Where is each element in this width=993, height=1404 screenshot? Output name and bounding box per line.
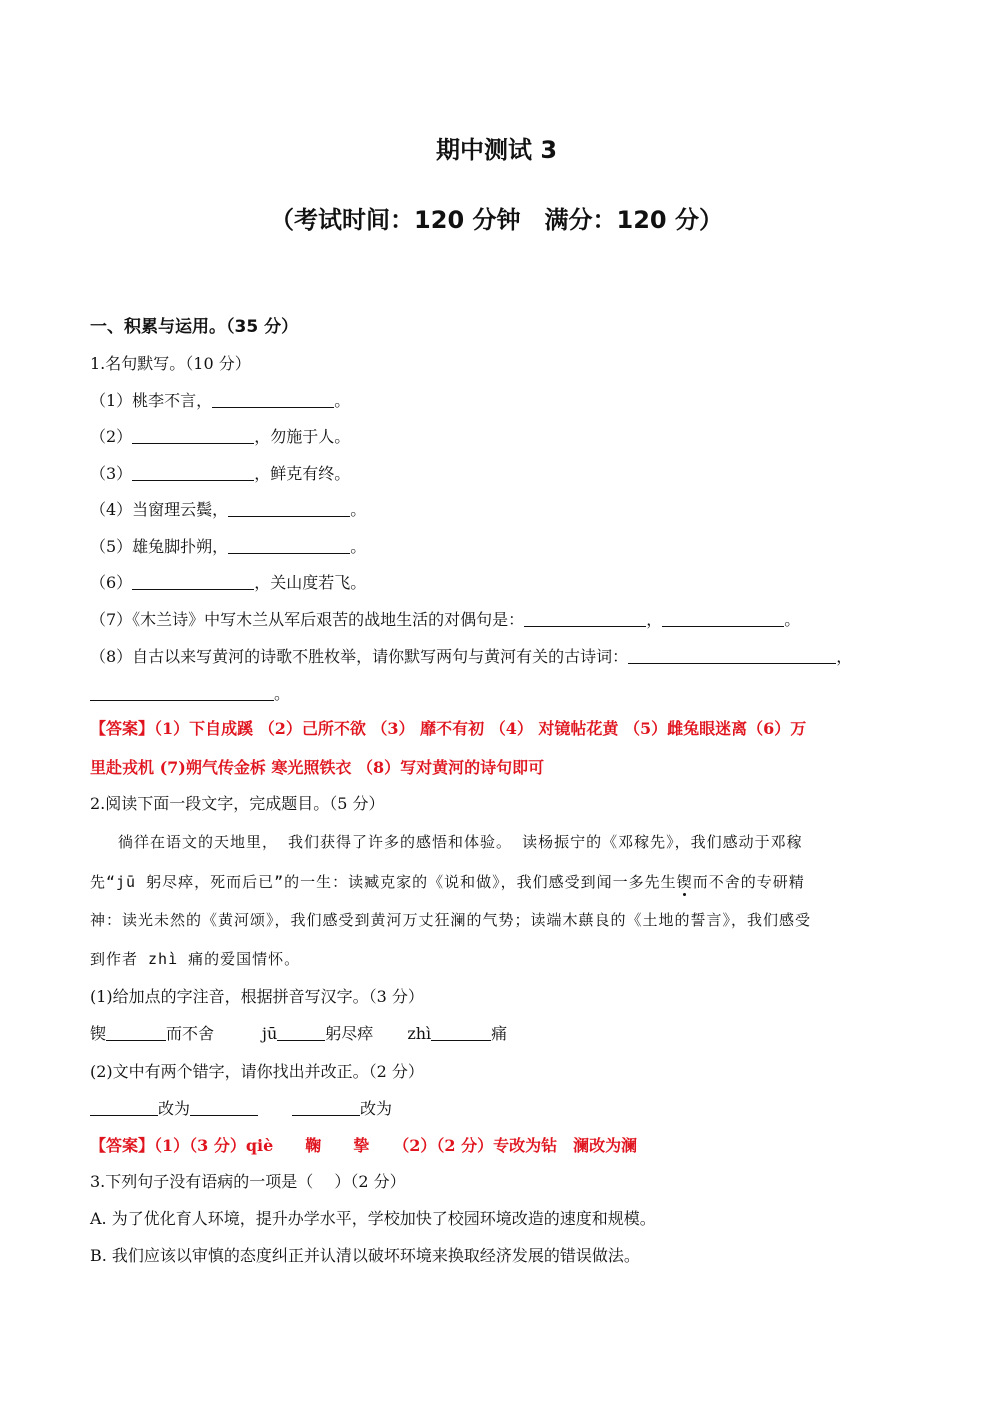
dotted-character: 锲: [676, 873, 693, 891]
q2-sub-1-items: [90, 1023, 507, 1045]
q1-item-6-pre: （6）: [90, 573, 133, 592]
passage-line-2-text: 先“jū 躬尽瘁，死而后已”的一生：读臧克家的《说和做》，我们感受到闻一多先生: [90, 873, 677, 891]
answer-blank[interactable]: [132, 427, 254, 444]
answer-blank[interactable]: [228, 537, 350, 554]
answer-blank[interactable]: [431, 1024, 491, 1041]
passage-line-4: 到作者 zhì 痛的爱国情怀。: [90, 950, 301, 968]
section-heading: 一、积累与运用。（35 分）: [90, 317, 299, 337]
page-title: 期中测试 3: [435, 136, 558, 164]
q1-item-2-pre: （2）: [90, 427, 133, 446]
item-char: 锲: [90, 1024, 107, 1043]
q1-item-3-post: ，鲜克有终。: [254, 464, 351, 483]
question-3-stem: 3.下列句子没有语病的一项是（ ）（2 分）: [90, 1172, 406, 1191]
answer-blank[interactable]: [132, 573, 254, 590]
q1-item-7-mid: ，: [646, 610, 663, 629]
q2-sub-1: (1)给加点的字注音，根据拼音写汉字。（3 分）: [90, 987, 424, 1006]
q1-item-4: [90, 499, 366, 521]
item-text: 而不舍: [166, 1024, 215, 1043]
q1-item-2-post: ，勿施于人。: [254, 427, 351, 446]
q1-answer-line-2: 里赴戎机 (7)朔气传金柝 寒光照铁衣 （8）写对黄河的诗句即可: [90, 758, 545, 777]
question-2-stem: 2.阅读下面一段文字，完成题目。（5 分）: [90, 794, 385, 813]
passage-line-2-tail: 而不舍的专研精: [692, 873, 805, 891]
answer-blank[interactable]: [277, 1024, 325, 1041]
q1-item-5-post: 。: [350, 537, 367, 556]
answer-label: 【答案】: [90, 1136, 155, 1155]
q3-option-a: A. 为了优化育人环境，提升办学水平，学校加快了校园环境改造的速度和规模。: [90, 1209, 656, 1228]
page-subtitle: （考试时间：120 分钟 满分：120 分）: [270, 206, 723, 234]
passage-line-2: [90, 871, 805, 893]
q2-sub-2-blanks: [90, 1098, 392, 1120]
q1-item-8-post: 。: [274, 684, 291, 703]
answer-blank[interactable]: [106, 1024, 166, 1041]
q2-answer: [90, 1135, 637, 1157]
change-label: 改为: [360, 1099, 393, 1118]
q1-item-7-pre: （7）《木兰诗》中写木兰从军后艰苦的战地生活的对偶句是：: [90, 610, 525, 629]
passage-line-1: 徜徉在语文的天地里， 我们获得了许多的感悟和体验。 读杨振宁的《邓稼先》，我们感动于邓稼: [118, 833, 803, 851]
q1-item-1-pre: （1）桃李不言，: [90, 391, 213, 410]
q1-item-5: [90, 536, 366, 558]
q1-item-6: [90, 572, 366, 594]
change-label: 改为: [158, 1099, 191, 1118]
q1-item-4-pre: （4）当窗理云鬓，: [90, 500, 229, 519]
q1-item-2: [90, 426, 350, 448]
answer-blank[interactable]: [212, 391, 334, 408]
question-1-stem: 1.名句默写。（10 分）: [90, 354, 251, 373]
q1-item-5-pre: （5）雄兔脚扑朔，: [90, 537, 229, 556]
q1-item-8-pre: （8）自古以来写黄河的诗歌不胜枚举，请你默写两句与黄河有关的古诗词：: [90, 647, 629, 666]
q2-sub-2: (2)文中有两个错字，请你找出并改正。（2 分）: [90, 1062, 424, 1081]
q1-item-6-post: ，关山度若飞。: [254, 573, 367, 592]
item-pinyin: zhì: [407, 1024, 432, 1043]
q3-option-b: B. 我们应该以审慎的态度纠正并认清以破坏环境来换取经济发展的错误做法。: [90, 1246, 640, 1265]
answer-blank[interactable]: [628, 647, 836, 664]
q1-item-8-mid: ，: [836, 647, 853, 666]
q1-item-1: [90, 390, 350, 412]
answer-text: （1）下自成蹊 （2）己所不欲 （3） 靡不有初 （4） 对镜帖花黄 （5）雌兔眼迷离（6）万: [154, 719, 807, 738]
q1-item-7-post: 。: [784, 610, 801, 629]
passage-line-3: 神：读光未然的《黄河颂》，我们感受到黄河万丈狂澜的气势；读端木蕻良的《土地的誓言》，我们感受: [90, 911, 812, 929]
answer-blank[interactable]: [90, 684, 274, 701]
answer-text: （1）（3 分）qiè 鞠 挚 （2）（2 分）专改为钻 澜改为澜: [154, 1136, 638, 1155]
q1-item-8: [90, 646, 852, 668]
q1-item-7: [90, 609, 800, 631]
item-text: 痛: [491, 1024, 508, 1043]
item-text: 躬尽瘁: [325, 1024, 374, 1043]
q1-item-1-post: 。: [334, 391, 351, 410]
answer-blank[interactable]: [524, 610, 646, 627]
q1-answer-line-1: [90, 718, 806, 740]
answer-blank[interactable]: [662, 610, 784, 627]
q1-item-4-post: 。: [350, 500, 367, 519]
answer-blank[interactable]: [292, 1099, 360, 1116]
answer-blank[interactable]: [190, 1099, 258, 1116]
item-pinyin: jū: [262, 1024, 278, 1043]
answer-blank[interactable]: [90, 1099, 158, 1116]
q1-item-3-pre: （3）: [90, 464, 133, 483]
q1-item-3: [90, 463, 350, 485]
answer-label: 【答案】: [90, 719, 155, 738]
answer-blank[interactable]: [132, 464, 254, 481]
answer-blank[interactable]: [228, 500, 350, 517]
q1-item-8-cont: [90, 683, 290, 705]
